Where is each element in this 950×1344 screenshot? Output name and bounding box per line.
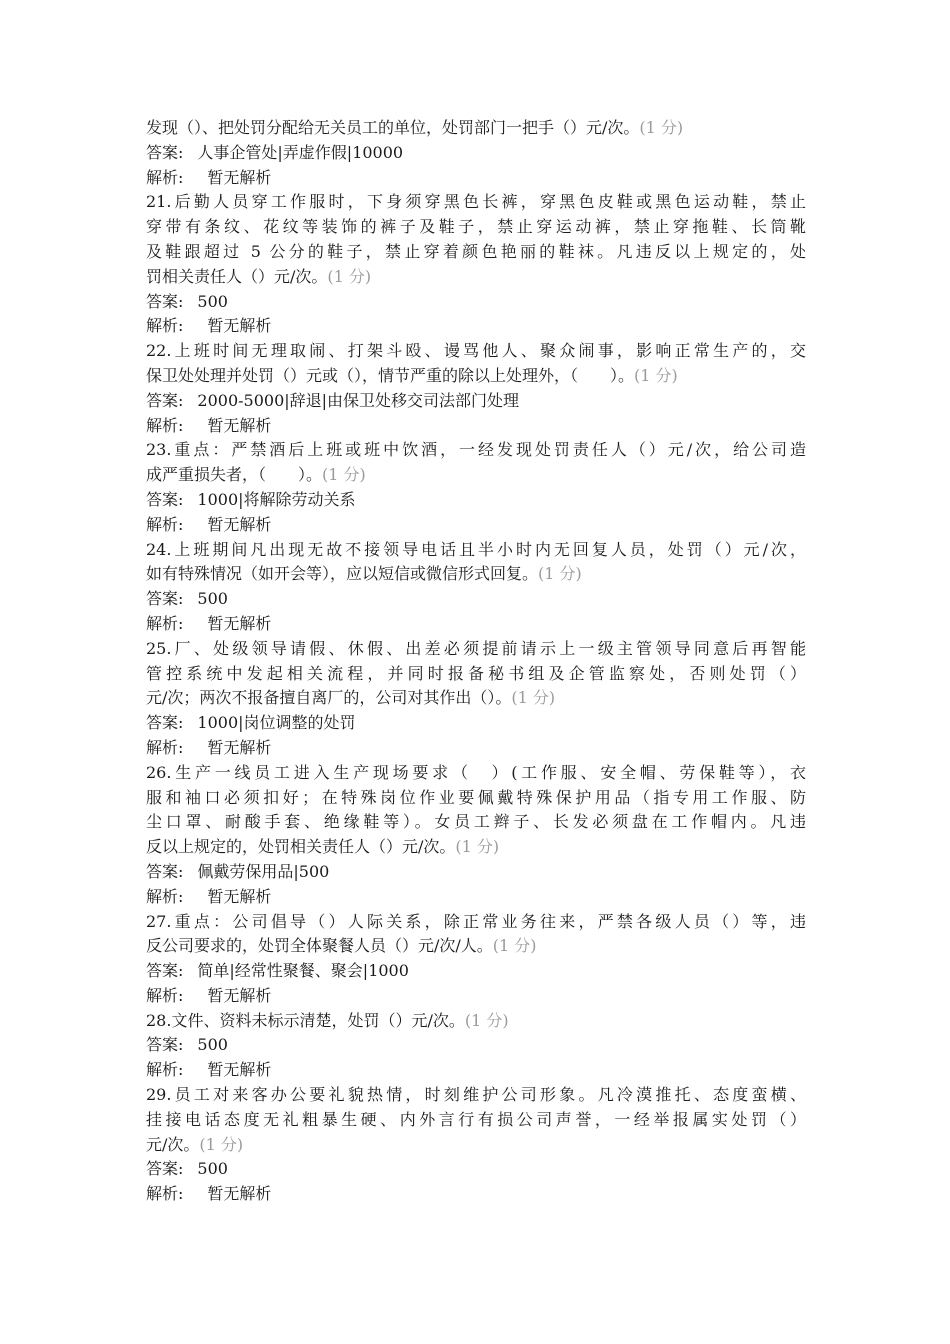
question-item [146,910,806,1009]
score-label: (1 分) [455,837,500,857]
score-label: (1 分) [199,1134,244,1154]
question-text: 反公司要求的，处罚全体聚餐人员（）元/次/人。 [146,936,493,956]
analysis-label: 解析: [146,886,184,906]
question-text-line [146,761,806,786]
analysis-row [146,1058,806,1083]
question-text: 尘口罩、耐酸手套、绝缘鞋等）。女员工辫子、长发必须盘在工作帽内。凡违 [146,812,806,832]
score-label: (1 分) [634,365,678,385]
question-item [146,190,806,339]
analysis-label: 解析: [146,316,184,336]
answer-row [146,711,806,736]
question-text: 罚相关责任人（）元/次。 [146,266,328,286]
question-text: 25.厂、处级领导请假、休假、出差必须提前请示上一级主管领导同意后再智能 [146,638,806,658]
question-item [146,116,806,190]
answer-label: 答案: [146,1035,184,1055]
answer-value: 500 [197,1159,228,1179]
analysis-label: 解析: [146,737,184,757]
answer-label: 答案: [146,961,184,981]
question-text: 28.文件、资料未标示清楚，处罚（）元/次。 [146,1010,465,1030]
question-text-line [146,934,806,959]
question-text: 成严重损失者，（ ）。 [146,465,323,485]
question-text-line [146,438,806,463]
question-text-line [146,562,806,587]
question-text-line [146,190,806,215]
answer-value: 人事企管处|弄虚作假|10000 [197,142,404,162]
question-text-line [146,364,806,389]
question-text: 23.重点：严禁酒后上班或班中饮酒，一经发现处罚责任人（）元/次，给公司造 [146,440,806,460]
question-text: 22.上班时间无理取闹、打架斗殴、谩骂他人、聚众闹事，影响正常生产的，交 [146,341,806,361]
score-label: (1 分) [511,688,556,708]
analysis-row [146,885,806,910]
answer-row [146,141,806,166]
question-text-line [146,637,806,662]
score-label: (1 分) [327,266,372,286]
question-item [146,761,806,910]
answer-label: 答案: [146,713,184,733]
question-text-line [146,116,806,141]
analysis-row [146,414,806,439]
answer-label: 答案: [146,142,184,162]
score-label: (1 分) [492,936,537,956]
question-text: 挂接电话态度无礼粗暴生硬、内外言行有损公司声誉，一经举报属实处罚（） [146,1109,806,1129]
score-label: (1 分) [538,564,582,584]
question-item [146,1009,806,1083]
question-text-line [146,1108,806,1133]
analysis-value: 暂无解析 [207,613,272,633]
analysis-row [146,166,806,191]
question-text: 21.后勤人员穿工作服时，下身须穿黑色长裤，穿黑色皮鞋或黑色运动鞋，禁止 [146,192,806,212]
analysis-row [146,314,806,339]
analysis-label: 解析: [146,985,184,1005]
answer-value: 500 [197,1035,228,1055]
analysis-row [146,513,806,538]
answer-row [146,587,806,612]
answer-value: 简单|经常性聚餐、聚会|1000 [197,961,409,981]
answer-row [146,959,806,984]
answer-row [146,488,806,513]
analysis-value: 暂无解析 [207,415,272,435]
analysis-label: 解析: [146,167,184,187]
question-item [146,339,806,438]
question-text: 元/次；两次不报备擅自离厂的，公司对其作出（）。 [146,688,512,708]
answer-label: 答案: [146,861,184,881]
question-text-line [146,1009,806,1034]
score-label: (1 分) [639,118,684,137]
question-text-line [146,463,806,488]
analysis-value: 暂无解析 [207,316,272,336]
answer-value: 1000|将解除劳动关系 [197,489,356,509]
question-text-line [146,1133,806,1158]
question-text: 及鞋跟超过 5 公分的鞋子，禁止穿着颜色艳丽的鞋袜。凡违反以上规定的，处 [146,241,806,261]
question-text: 如有特殊情况（如开会等），应以短信或微信形式回复。 [146,564,539,584]
question-text: 27.重点：公司倡导（）人际关系，除正常业务往来，严禁各级人员（）等，违 [146,911,806,931]
answer-row [146,389,806,414]
analysis-label: 解析: [146,415,184,435]
question-text-line [146,786,806,811]
answer-label: 答案: [146,489,184,509]
question-text: 反以上规定的，处罚相关责任人（）元/次。 [146,837,456,857]
analysis-label: 解析: [146,514,184,534]
answer-value: 2000-5000|辞退|由保卫处移交司法部门处理 [197,390,520,410]
answer-value: 佩戴劳保用品|500 [197,861,330,881]
answer-value: 500 [197,589,228,609]
question-item [146,637,806,761]
answer-row [146,860,806,885]
answer-row [146,1157,806,1182]
analysis-value: 暂无解析 [207,886,272,906]
question-text-line [146,810,806,835]
question-text-line [146,215,806,240]
score-label: (1 分) [464,1010,509,1030]
answer-row [146,290,806,315]
analysis-label: 解析: [146,613,184,633]
question-text: 元/次。 [146,1134,200,1154]
question-text: 穿带有条纹、花纹等装饰的裤子及鞋子，禁止穿运动裤，禁止穿拖鞋、长筒靴 [146,217,806,237]
question-list [146,116,806,1207]
analysis-value: 暂无解析 [207,1184,272,1204]
question-text-line [146,910,806,935]
analysis-value: 暂无解析 [207,985,272,1005]
question-text-line [146,1083,806,1108]
answer-label: 答案: [146,1159,184,1179]
analysis-value: 暂无解析 [207,737,272,757]
question-text-line [146,686,806,711]
question-text-line [146,538,806,563]
question-text: 管控系统中发起相关流程，并同时报备秘书组及企管监察处，否则处罚（） [146,663,806,683]
question-text: 26.生产一线员工进入生产现场要求（ ）(工作服、安全帽、劳保鞋等），衣 [146,762,806,782]
answer-value: 1000|岗位调整的处罚 [197,713,356,733]
answer-label: 答案: [146,390,184,410]
analysis-label: 解析: [146,1184,184,1204]
question-item [146,538,806,637]
analysis-value: 暂无解析 [207,1060,272,1080]
question-text-line [146,265,806,290]
question-text: 保卫处处理并处罚（）元或（），情节严重的除以上处理外，（ ）。 [146,365,635,385]
analysis-value: 暂无解析 [207,167,272,187]
answer-label: 答案: [146,589,184,609]
analysis-label: 解析: [146,1060,184,1080]
question-text: 服和袖口必须扣好；在特殊岗位作业要佩戴特殊保护用品（指专用工作服、防 [146,787,806,807]
question-text-line [146,339,806,364]
question-text: 发现（）、把处罚分配给无关员工的单位，处罚部门一把手（）元/次。 [146,118,640,137]
analysis-row [146,1182,806,1207]
question-text-line [146,835,806,860]
analysis-row [146,736,806,761]
question-text: 29.员工对来客办公要礼貌热情，时刻维护公司形象。凡冷漠推托、态度蛮横、 [146,1085,806,1105]
answer-row [146,1033,806,1058]
question-item [146,1083,806,1207]
question-text: 24.上班期间凡出现无故不接领导电话且半小时内无回复人员，处罚（）元/次， [146,539,806,559]
answer-label: 答案: [146,291,184,311]
analysis-value: 暂无解析 [207,514,272,534]
score-label: (1 分) [322,465,366,485]
analysis-row [146,612,806,637]
question-text-line [146,240,806,265]
answer-value: 500 [197,291,228,311]
question-item [146,438,806,537]
question-text-line [146,662,806,687]
analysis-row [146,984,806,1009]
